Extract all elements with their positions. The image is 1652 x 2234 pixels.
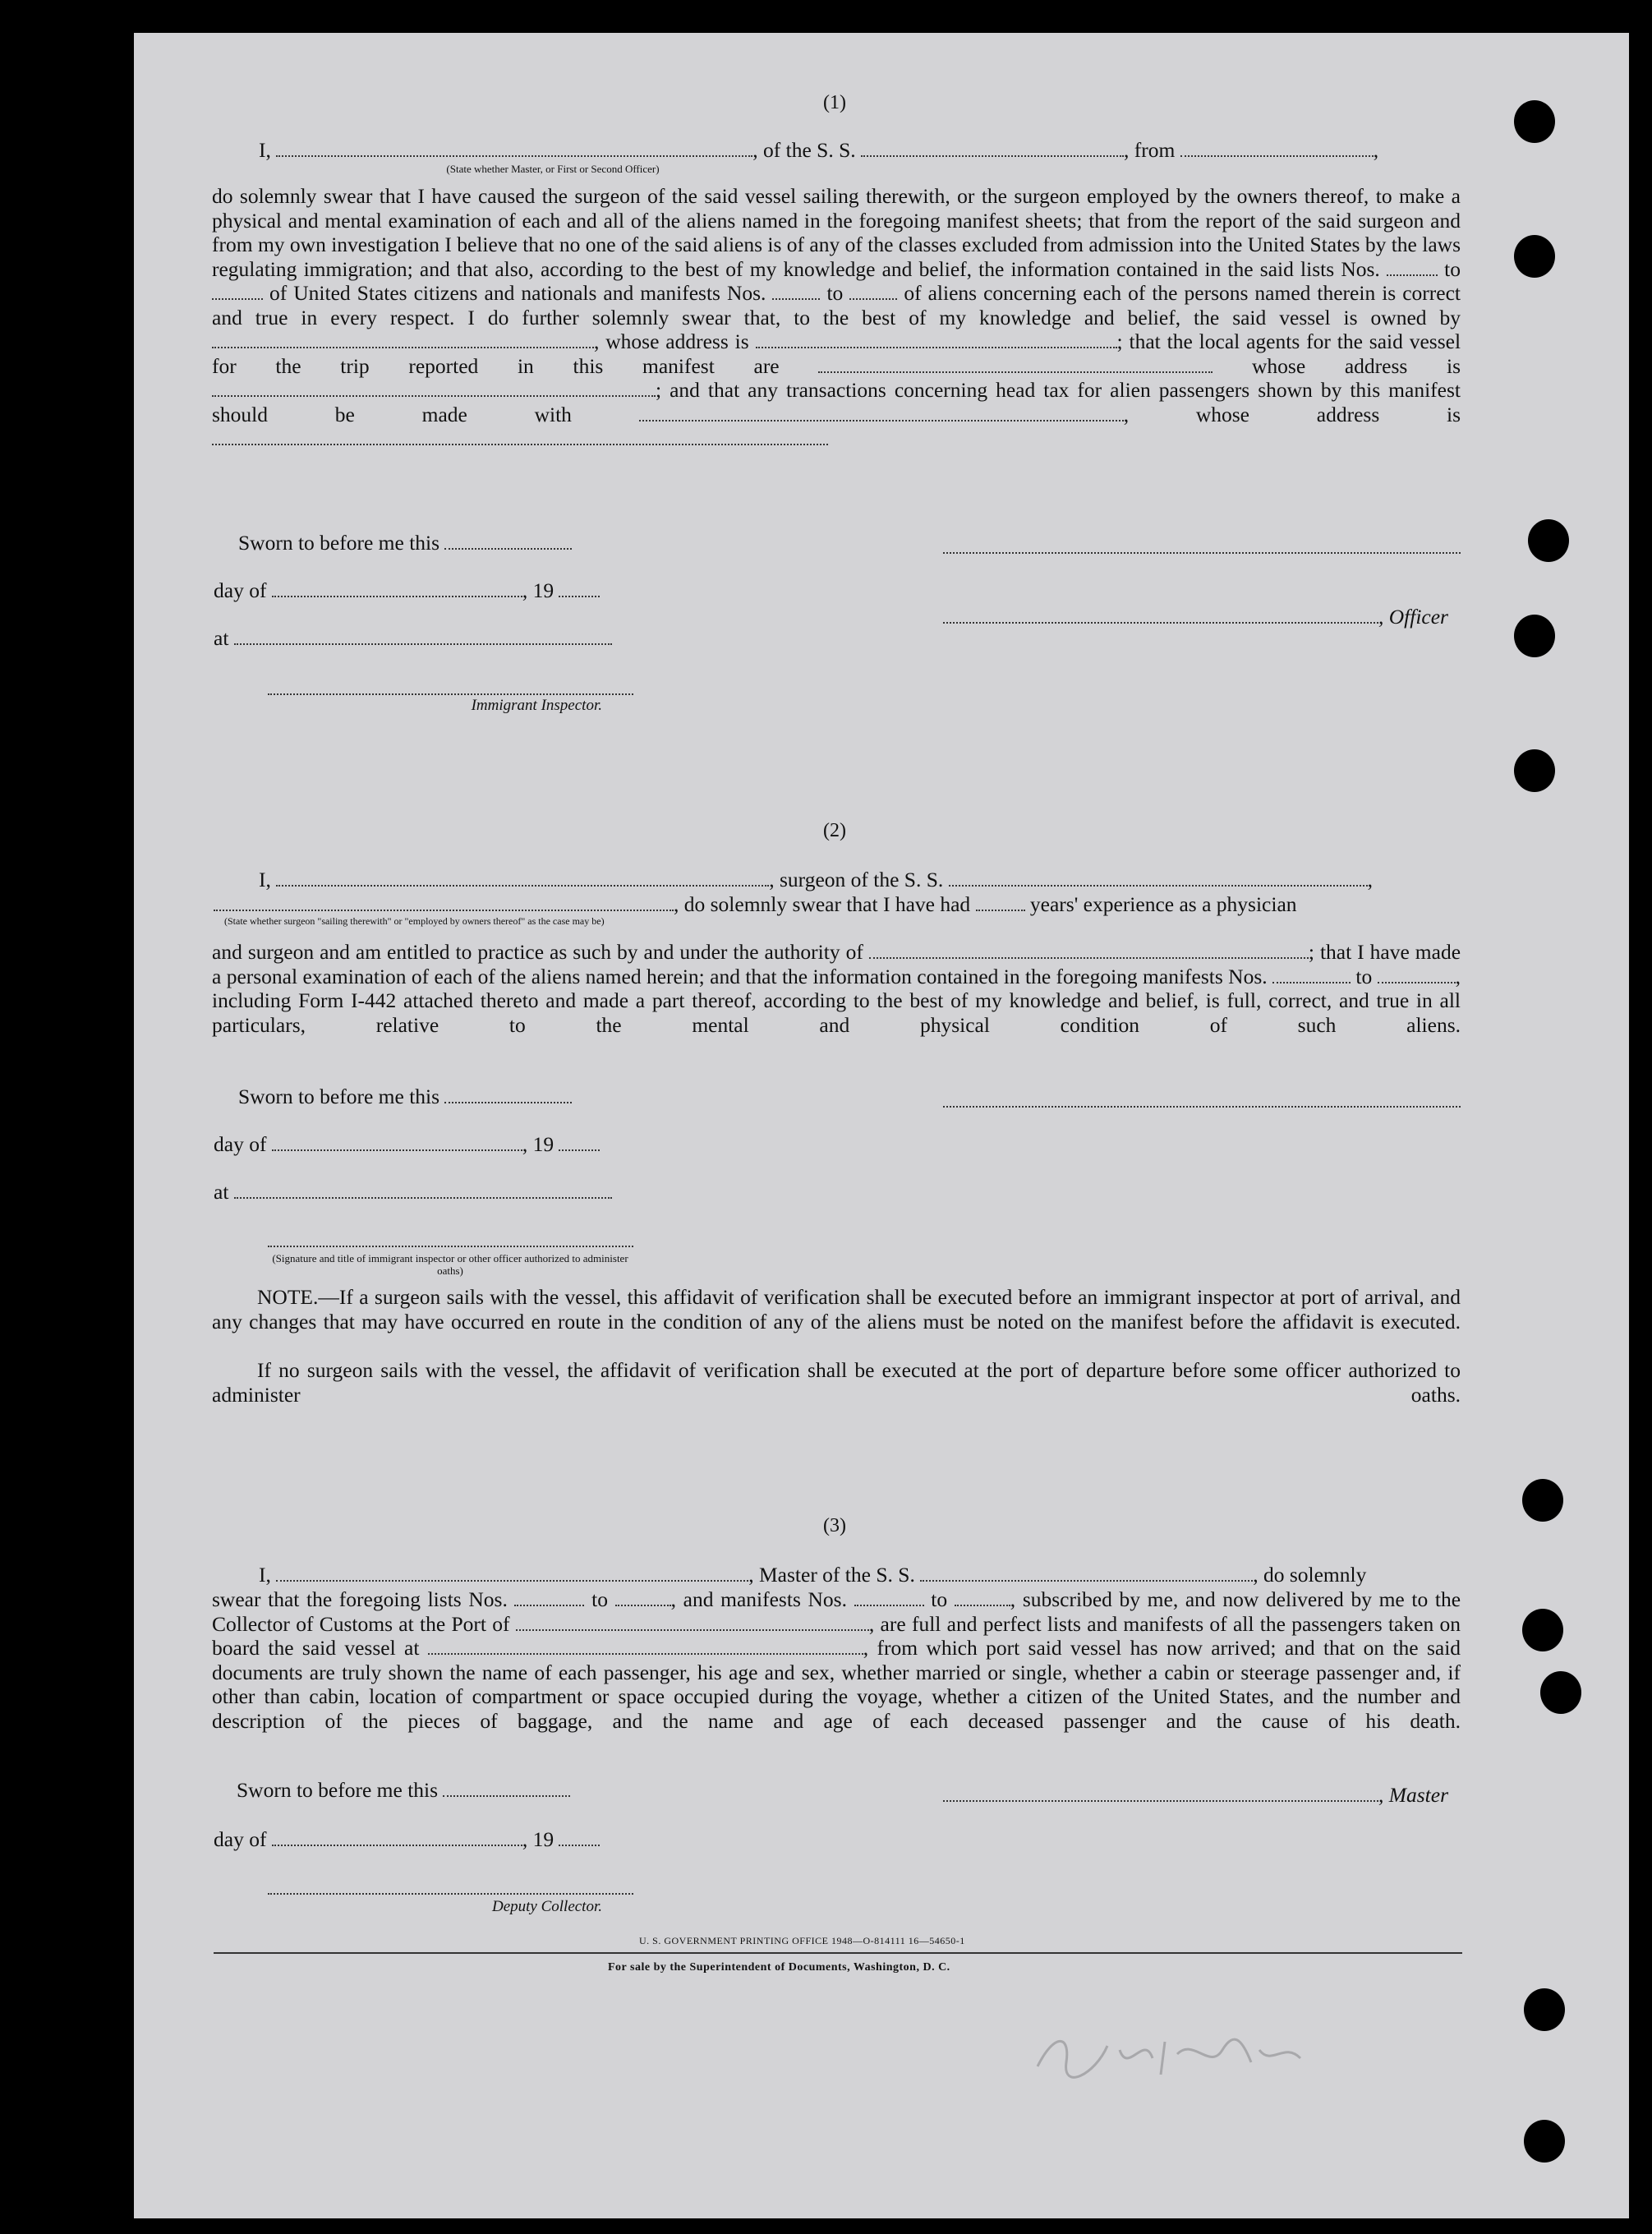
master-lists-from-field[interactable] <box>514 1590 584 1606</box>
head-tax-party-field[interactable] <box>639 405 1124 421</box>
head-tax-address-field[interactable] <box>212 429 828 445</box>
section-1-number: (1) <box>823 92 846 113</box>
section-3-line-1: I, , Master of the S. S. , do solemnly <box>259 1563 1367 1587</box>
surgeon-name-field[interactable] <box>276 870 769 887</box>
surgeon-signature-line[interactable] <box>943 1104 1461 1108</box>
punch-hole <box>1522 1479 1563 1522</box>
section-2-note-1: NOTE.—If a surgeon sails with the vessel, this affidavit of verification shall be executed before an immigrant inspector at port of arrival, and any changes that may have occurred en route in the condition of any of the aliens must be noted on the manifest before the affidavit is executed. <box>212 1285 1461 1333</box>
port-from-field[interactable] <box>1180 140 1374 157</box>
surgeon-sworn-day-field[interactable] <box>444 1087 572 1103</box>
section-3-day-of: day of , 19 <box>214 1827 600 1852</box>
section-2-at: at <box>214 1180 612 1205</box>
section-2-body: and surgeon and am entitled to practice as such by and under the authority of ; that I have made a personal examination of each of the aliens named herein; and that the information contained in the foregoing manifests Nos. to , including Form I-442 attached thereto and made a part thereof, according to the best of my knowledge and belief, is full, correct, and true in all particulars, relative to the mental and physical condition of such aliens. <box>212 940 1461 1037</box>
administering-officer-hint: (Signature and title of immigrant inspector or other officer authorized to administer oaths) <box>272 1252 628 1277</box>
inspector-signature-line[interactable] <box>268 692 633 695</box>
section-1-body: do solemnly swear that I have caused the surgeon of the said vessel sailing therewith, or the surgeon employed by the owners thereof, to make a physical and mental examination of each and all of the aliens named in the foregoing manifest sheets; that from the report of the said surgeon and from my own investigation I believe that no one of the said aliens is of any of the classes excluded from admission into the United States by the laws regulating immigration; and that also, according to the best of my knowledge and belief, the information contained in the said lists Nos. to of United States citizens and nationals and manifests Nos. to of aliens concerning each of the persons named therein is correct and true in every respect. I do further solemnly swear that, to the best of my knowledge and belief, the said vessel is owned by , whose address is ; that the local agents for the said vessel for the trip reported in this manifest are whose address is ; and that any transactions concerning head tax for alien passengers shown by this manifest should be made with , whose address is <box>212 184 1461 451</box>
section-2-line-2: , do solemnly swear that I have had years' experience as a physician <box>214 892 1297 917</box>
officer-rank-field[interactable] <box>276 140 752 157</box>
gpo-imprint: U. S. GOVERNMENT PRINTING OFFICE 1948—O-814111 16—54650-1 <box>639 1935 965 1946</box>
footer-rule <box>214 1952 1462 1954</box>
master-lists-to-field[interactable] <box>615 1590 671 1606</box>
label-i: I, <box>259 138 271 162</box>
deputy-collector-caption: Deputy Collector. <box>491 1898 602 1915</box>
sale-notice: For sale by the Superintendent of Documents, Washington, D. C. <box>608 1961 950 1974</box>
manifests-to-field[interactable] <box>849 283 897 300</box>
sworn-place-field[interactable] <box>234 629 612 645</box>
section-1-officer: , Officer <box>943 605 1448 629</box>
years-experience-field[interactable] <box>976 895 1025 911</box>
section-1-day-of: day of , 19 <box>214 578 600 603</box>
officer-signature-line-1[interactable] <box>943 550 1461 554</box>
section-3-master: , Master <box>943 1783 1448 1808</box>
punch-hole <box>1528 519 1569 562</box>
form-sheet <box>134 33 1629 2218</box>
punch-hole <box>1522 1609 1563 1651</box>
section-2-number: (2) <box>823 820 846 841</box>
owner-address-field[interactable] <box>756 332 1117 348</box>
rank-hint: (State whether Master, or First or Second Officer) <box>446 163 660 175</box>
punch-hole <box>1524 1988 1565 2031</box>
surgeon-sworn-month-field[interactable] <box>272 1135 522 1151</box>
section-3-body: swear that the foregoing lists Nos. to , and manifests Nos. to , subscribed by me, and now delivered by me to the Collector of Customs at the Port of , are full and perfect lists and manifests of all the passengers taken on board the said vessel at , from which port said vessel has now arrived; and that on the said documents are truly shown the name of each passenger, his age and sex, whether married or single, whether a cabin or steerage passenger and, if other than cabin, location of compartment or space occupied during the voyage, whether a citizen of the United States, and the number and description of the pieces of baggage, and the name and age of each deceased passenger and the cause of his death. <box>212 1587 1461 1733</box>
officer-signature-line-2[interactable] <box>943 607 1378 624</box>
manifests-from-field[interactable] <box>772 283 820 300</box>
local-agents-field[interactable] <box>818 357 1213 373</box>
punch-hole <box>1514 749 1555 792</box>
punch-hole <box>1514 100 1555 143</box>
master-name-field[interactable] <box>276 1565 748 1582</box>
lists-from-field[interactable] <box>1387 260 1438 276</box>
section-3-number: (3) <box>823 1515 846 1536</box>
punch-hole <box>1514 615 1555 657</box>
administering-officer-signature-line[interactable] <box>268 1244 633 1247</box>
section-1-sworn: Sworn to before me this <box>238 531 572 555</box>
section-2-day-of: day of , 19 <box>214 1132 600 1157</box>
sworn-day-field[interactable] <box>444 533 572 550</box>
section-2-note-2: If no surgeon sails with the vessel, the affidavit of verification shall be executed at the port of departure before some officer authorized to administer oaths. <box>212 1358 1461 1407</box>
master-sworn-month-field[interactable] <box>272 1830 522 1846</box>
sworn-year-field[interactable] <box>559 581 600 597</box>
master-manifests-from-field[interactable] <box>854 1590 924 1606</box>
punch-hole <box>1524 2120 1565 2163</box>
section-2-sworn: Sworn to before me this <box>238 1085 572 1109</box>
inspector-caption: Immigrant Inspector. <box>471 697 602 714</box>
sworn-month-field[interactable] <box>272 581 522 597</box>
boarding-port-field[interactable] <box>428 1638 863 1655</box>
owner-field[interactable] <box>212 332 594 348</box>
customs-port-field[interactable] <box>516 1614 869 1631</box>
surgeon-status-field[interactable] <box>214 895 674 911</box>
practice-authority-field[interactable] <box>869 942 1309 959</box>
surgeon-manifests-to-field[interactable] <box>1378 967 1456 983</box>
surgeon-status-hint: (State whether surgeon "sailing therewith" or "employed by owners thereof" as the case may be) <box>224 915 605 927</box>
punch-hole <box>1540 1671 1581 1714</box>
master-sworn-year-field[interactable] <box>559 1830 600 1846</box>
section-2-line-1: I, , surgeon of the S. S. , <box>259 868 1374 891</box>
lists-to-field[interactable] <box>212 283 263 300</box>
section-1-at: at <box>214 626 612 651</box>
surgeon-sworn-place-field[interactable] <box>234 1182 612 1199</box>
vessel-name-field[interactable] <box>861 140 1124 157</box>
master-sworn-day-field[interactable] <box>443 1780 570 1797</box>
master-manifests-to-field[interactable] <box>955 1590 1010 1606</box>
handwritten-signature-mark <box>1029 2017 1309 2091</box>
surgeon-sworn-year-field[interactable] <box>559 1135 600 1151</box>
agents-address-field[interactable] <box>212 380 656 397</box>
surgeon-manifests-from-field[interactable] <box>1272 967 1351 983</box>
punch-hole <box>1514 235 1555 278</box>
deputy-collector-signature-line[interactable] <box>268 1891 633 1895</box>
section-1-line-1: I, , of the S. S. , from , <box>259 138 1379 162</box>
master-vessel-field[interactable] <box>920 1565 1253 1582</box>
section-3-sworn: Sworn to before me this <box>237 1778 570 1803</box>
surgeon-vessel-field[interactable] <box>949 870 1368 887</box>
master-signature-line[interactable] <box>943 1785 1378 1802</box>
